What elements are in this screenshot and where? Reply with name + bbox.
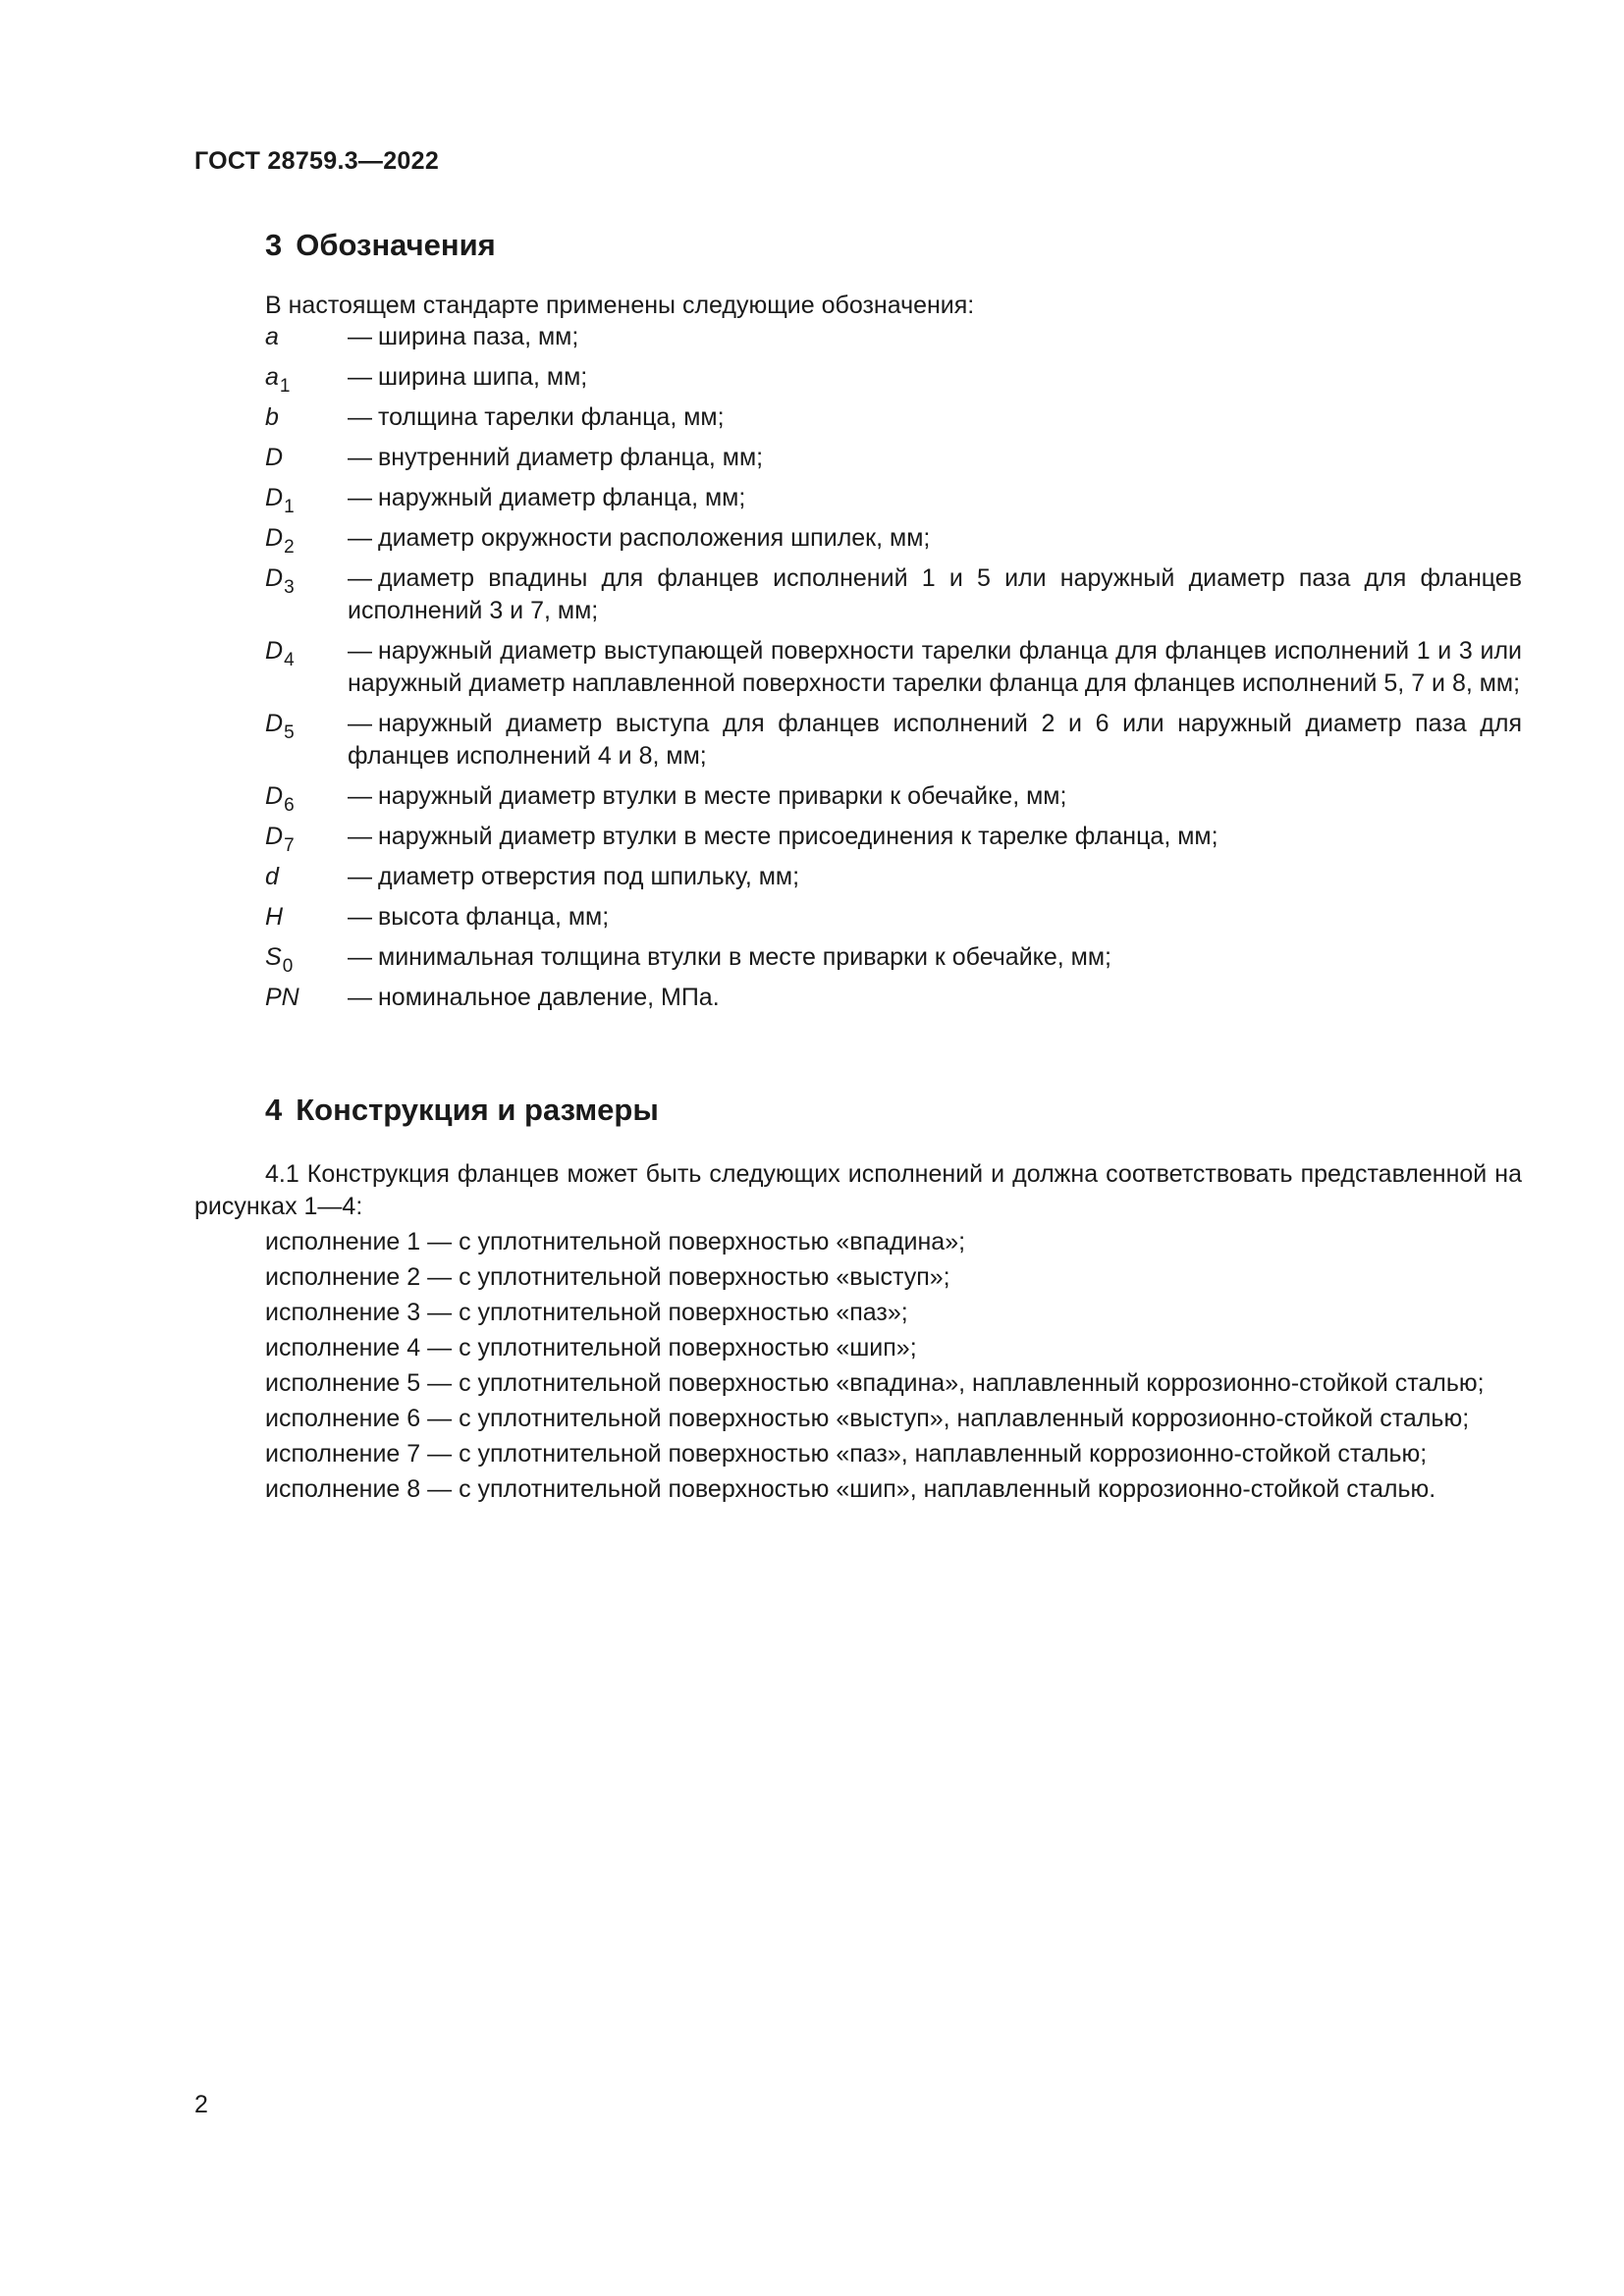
- symbol-description: [348, 361, 1522, 394]
- symbol-base: d: [265, 863, 279, 890]
- em-dash: —: [348, 484, 372, 511]
- symbol-subscript: 1: [284, 497, 295, 517]
- symbols-intro: В настоящем стандарте применены следующие обозначения:: [265, 292, 975, 319]
- version-1: исполнение 1 — с уплотнительной поверхностью «впадина»;: [265, 1228, 966, 1255]
- symbol-base: D: [265, 782, 284, 810]
- symbol-description: [348, 821, 1522, 853]
- symbol-subscript: 5: [284, 722, 295, 743]
- symbol-base: D: [265, 564, 284, 592]
- symbol-item: [265, 821, 1522, 856]
- section-4-title: Конструкция и размеры: [296, 1093, 659, 1127]
- symbol-description-text: ширина паза, мм;: [378, 323, 579, 350]
- em-dash: —: [348, 903, 372, 931]
- symbol-description-text: диаметр отверстия под шпильку, мм;: [378, 863, 800, 890]
- symbol-list: [265, 321, 1522, 1022]
- symbol-term: [265, 861, 348, 893]
- em-dash: —: [348, 710, 372, 737]
- symbol-term: [265, 635, 348, 670]
- em-dash: —: [348, 323, 372, 350]
- symbol-term: [265, 780, 348, 816]
- symbol-description: [348, 780, 1522, 813]
- symbol-item: [265, 361, 1522, 397]
- symbol-description: [348, 562, 1522, 627]
- version-3: исполнение 3 — с уплотнительной поверхностью «паз»;: [265, 1299, 908, 1326]
- symbol-term: [265, 482, 348, 517]
- symbol-term: [265, 522, 348, 558]
- symbol-base: D: [265, 524, 284, 552]
- symbol-description: [348, 901, 1522, 934]
- symbol-item: [265, 401, 1522, 434]
- section-4-body: [194, 1158, 1522, 1509]
- em-dash: —: [348, 943, 372, 971]
- symbol-item: [265, 522, 1522, 558]
- symbol-base: a: [265, 323, 279, 350]
- em-dash: —: [348, 403, 372, 431]
- symbol-item: [265, 780, 1522, 816]
- symbol-description-text: толщина тарелки фланца, мм;: [378, 403, 725, 431]
- symbol-description-text: ширина шипа, мм;: [378, 363, 588, 391]
- version-5: исполнение 5 — с уплотнительной поверхностью «впадина», наплавленный коррозионно-стойкой сталью;: [265, 1369, 1485, 1397]
- symbol-item: [265, 635, 1522, 700]
- symbol-item: [265, 562, 1522, 627]
- symbol-term: [265, 901, 348, 934]
- symbol-description: [348, 401, 1522, 434]
- symbol-item: [265, 708, 1522, 773]
- document-id: ГОСТ 28759.3—2022: [194, 147, 440, 175]
- symbol-item: [265, 861, 1522, 893]
- em-dash: —: [348, 524, 372, 552]
- symbol-item: [265, 941, 1522, 977]
- symbol-item: [265, 982, 1522, 1014]
- symbol-subscript: 7: [284, 835, 295, 856]
- symbol-base: S: [265, 943, 282, 971]
- em-dash: —: [348, 363, 372, 391]
- symbol-base: D: [265, 637, 284, 665]
- symbol-base: D: [265, 444, 284, 471]
- symbol-term: [265, 562, 348, 598]
- symbol-description-text: наружный диаметр втулки в месте присоединения к тарелке фланца, мм;: [378, 823, 1218, 850]
- symbol-term: [265, 708, 348, 743]
- symbol-description: [348, 635, 1522, 700]
- symbol-base: a: [265, 363, 279, 391]
- symbol-description: [348, 522, 1522, 555]
- symbol-base: D: [265, 484, 284, 511]
- symbol-description: [348, 941, 1522, 974]
- version-2: исполнение 2 — с уплотнительной поверхностью «выступ»;: [265, 1263, 950, 1291]
- symbol-item: [265, 442, 1522, 474]
- em-dash: —: [348, 637, 372, 665]
- clause-4-1: 4.1 Конструкция фланцев может быть следующих исполнений и должна соответствовать представленной на рисунках 1—4:: [194, 1160, 1522, 1220]
- symbol-base: b: [265, 403, 279, 431]
- section-3-heading: [265, 228, 496, 263]
- em-dash: —: [348, 782, 372, 810]
- symbol-description-text: наружный диаметр фланца, мм;: [378, 484, 746, 511]
- symbol-description-text: диаметр впадины для фланцев исполнений 1 и 5 или наружный диаметр паза для фланцев исполнений 3 и 7, мм;: [348, 564, 1522, 624]
- version-8: исполнение 8 — с уплотнительной поверхностью «шип», наплавленный коррозионно-стойкой сталью.: [265, 1475, 1436, 1503]
- page-number: 2: [194, 2091, 208, 2118]
- em-dash: —: [348, 823, 372, 850]
- symbol-base: PN: [265, 984, 299, 1011]
- symbol-term: [265, 361, 348, 397]
- symbol-term: [265, 442, 348, 474]
- symbol-description-text: диаметр окружности расположения шпилек, мм;: [378, 524, 931, 552]
- symbol-base: D: [265, 710, 284, 737]
- symbol-description-text: наружный диаметр втулки в месте приварки к обечайке, мм;: [378, 782, 1067, 810]
- version-7: исполнение 7 — с уплотнительной поверхностью «паз», наплавленный коррозионно-стойкой сталью;: [265, 1440, 1428, 1468]
- symbol-description: [348, 482, 1522, 514]
- em-dash: —: [348, 444, 372, 471]
- symbol-base: D: [265, 823, 284, 850]
- symbol-description: [348, 982, 1522, 1014]
- symbol-base: H: [265, 903, 284, 931]
- symbol-item: [265, 482, 1522, 517]
- symbol-description-text: наружный диаметр выступа для фланцев исполнений 2 и 6 или наружный диаметр паза для фланцев исполнений 4 и 8, мм;: [348, 710, 1522, 770]
- em-dash: —: [348, 564, 372, 592]
- symbol-description: [348, 321, 1522, 353]
- em-dash: —: [348, 984, 372, 1011]
- version-6: исполнение 6 — с уплотнительной поверхностью «выступ», наплавленный коррозионно-стойкой сталью;: [265, 1405, 1470, 1432]
- symbol-term: [265, 821, 348, 856]
- symbol-description-text: номинальное давление, МПа.: [378, 984, 720, 1011]
- symbol-subscript: 3: [284, 577, 295, 598]
- symbol-term: [265, 401, 348, 434]
- symbol-description-text: наружный диаметр выступающей поверхности тарелки фланца для фланцев исполнений 1 и 3 или наружный диаметр наплавленной поверхности тарелки фланца для фланцев исполнений 5, 7 и 8, мм;: [348, 637, 1522, 697]
- symbol-description: [348, 442, 1522, 474]
- symbol-description-text: высота фланца, мм;: [378, 903, 610, 931]
- symbol-subscript: 0: [282, 956, 294, 977]
- section-3-title: Обозначения: [296, 228, 496, 262]
- symbol-item: [265, 901, 1522, 934]
- section-4-heading: [265, 1093, 659, 1128]
- symbol-item: [265, 321, 1522, 353]
- symbol-description-text: минимальная толщина втулки в месте приварки к обечайке, мм;: [378, 943, 1111, 971]
- symbol-term: [265, 321, 348, 353]
- symbol-subscript: 6: [284, 795, 295, 816]
- symbol-description: [348, 708, 1522, 773]
- symbol-term: [265, 982, 348, 1014]
- symbol-description-text: внутренний диаметр фланца, мм;: [378, 444, 764, 471]
- section-4-number: 4: [265, 1093, 283, 1127]
- section-3-number: 3: [265, 228, 283, 262]
- symbol-description: [348, 861, 1522, 893]
- symbol-subscript: 1: [279, 376, 291, 397]
- symbol-subscript: 4: [284, 650, 295, 670]
- symbol-term: [265, 941, 348, 977]
- symbol-subscript: 2: [284, 537, 295, 558]
- em-dash: —: [348, 863, 372, 890]
- version-4: исполнение 4 — с уплотнительной поверхностью «шип»;: [265, 1334, 917, 1362]
